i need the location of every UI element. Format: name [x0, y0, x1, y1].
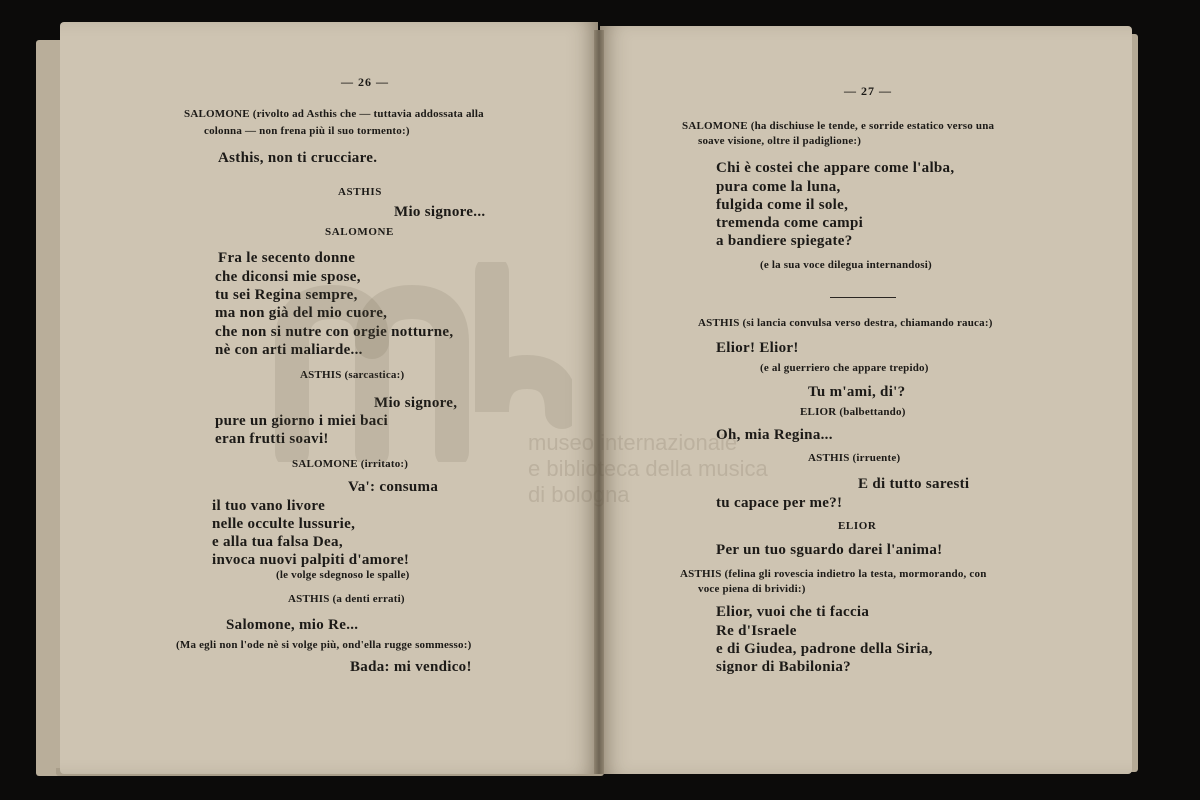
speaker-name: ASTHIS: [338, 186, 382, 198]
verse-line: Tu m'ami, di'?: [808, 384, 906, 400]
verse-line: Fra le secento donne: [218, 250, 356, 266]
right-page: [600, 26, 1132, 774]
stage-direction: soave visione, oltre il padiglione:): [698, 135, 862, 147]
watermark-text: museo internazionale: [528, 430, 738, 455]
verse-line: nelle occulte lussurie,: [212, 516, 356, 532]
speaker-name: ASTHIS (irruente): [808, 452, 901, 464]
stage-direction: (Ma egli non l'ode nè si volge più, ond'ella rugge sommesso:): [176, 639, 472, 651]
stage-direction: (le volge sdegnoso le spalle): [276, 569, 410, 581]
verse-line: pura come la luna,: [716, 179, 841, 195]
verse-line: e alla tua falsa Dea,: [212, 534, 343, 550]
verse-line: pure un giorno i miei baci: [215, 413, 388, 429]
speaker-name: ELIOR (balbettando): [800, 406, 906, 418]
stage-direction: voce piena di brividi:): [698, 583, 806, 595]
speaker-name: ASTHIS (a denti errati): [288, 593, 405, 605]
verse-line: signor di Babilonia?: [716, 659, 851, 675]
speaker-name: ELIOR: [838, 520, 877, 532]
speaker-name: ASTHIS (sarcastica:): [300, 369, 405, 381]
verse-line: eran frutti soavi!: [215, 431, 329, 447]
verse-line: Va': consuma: [348, 479, 439, 495]
verse-line: Oh, mia Regina...: [716, 427, 833, 443]
verse-line: Asthis, non ti crucciare.: [218, 150, 378, 166]
verse-line: E di tutto saresti: [858, 476, 970, 492]
verse-line: che non si nutre con orgie notturne,: [215, 324, 454, 340]
verse-line: invoca nuovi palpiti d'amore!: [212, 552, 410, 568]
verse-line: Chi è costei che appare come l'alba,: [716, 160, 955, 176]
book-gutter: [594, 30, 604, 774]
verse-line: e di Giudea, padrone della Siria,: [716, 641, 933, 657]
verse-line: Per un tuo sguardo darei l'anima!: [716, 542, 943, 558]
verse-line: ma non già del mio cuore,: [215, 305, 388, 321]
verse-line: Re d'Israele: [716, 623, 797, 639]
verse-line: tremenda come campi: [716, 215, 864, 231]
verse-line: Bada: mi vendico!: [350, 659, 472, 675]
verse-line: il tuo vano livore: [212, 498, 326, 514]
verse-line: Elior! Elior!: [716, 340, 799, 356]
speaker-name: SALOMONE (irritato:): [292, 458, 409, 470]
verse-line: tu capace per me?!: [716, 495, 843, 511]
page-number: — 27 —: [844, 84, 892, 98]
watermark-text: e biblioteca della musica: [528, 456, 768, 481]
verse-line: Elior, vuoi che ti faccia: [716, 604, 870, 620]
stage-direction: SALOMONE (rivolto ad Asthis che — tuttavia addossata alla: [184, 108, 484, 120]
verse-line: tu sei Regina sempre,: [215, 287, 358, 303]
stage-direction: ASTHIS (si lancia convulsa verso destra, chiamando rauca:): [698, 317, 993, 329]
stage-direction: (e la sua voce dilegua internandosi): [760, 259, 932, 271]
stage-direction: ASTHIS (felina gli rovescia indietro la testa, mormorando, con: [680, 568, 987, 580]
verse-line: Mio signore...: [394, 204, 486, 220]
verse-line: nè con arti maliarde...: [215, 342, 363, 358]
stage-direction: SALOMONE (ha dischiuse le tende, e sorride estatico verso una: [682, 120, 995, 132]
stage-direction: colonna — non frena più il suo tormento:): [204, 125, 410, 137]
page-number: — 26 —: [341, 75, 389, 89]
speaker-name: SALOMONE: [325, 226, 394, 238]
stage-direction: (e al guerriero che appare trepido): [760, 362, 929, 374]
verse-line: Mio signore,: [374, 395, 458, 411]
watermark-text: di bologna: [528, 482, 630, 507]
verse-line: fulgida come il sole,: [716, 197, 849, 213]
section-divider: [830, 297, 896, 298]
verse-line: Salomone, mio Re...: [226, 617, 359, 633]
museum-logo-watermark: [262, 262, 572, 462]
verse-line: che diconsi mie spose,: [215, 269, 361, 285]
verse-line: a bandiere spiegate?: [716, 233, 853, 249]
